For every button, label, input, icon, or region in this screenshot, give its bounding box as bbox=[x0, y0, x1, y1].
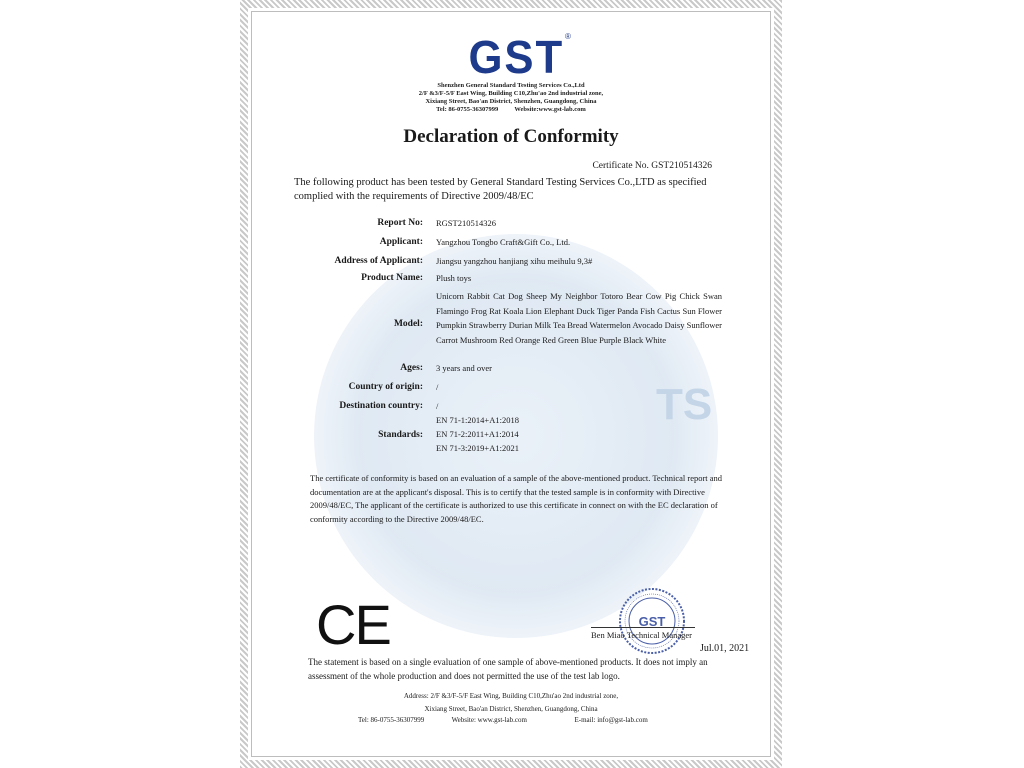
field-value: RGST210514326 bbox=[436, 218, 496, 228]
footer-contact bbox=[358, 716, 648, 724]
field-label: Report No: bbox=[377, 218, 423, 228]
field-value: / bbox=[436, 382, 439, 392]
field-value: Yangzhou Tongbo Craft&Gift Co., Ltd. bbox=[436, 237, 571, 247]
company-contact-line: Tel: 86-0755-36307999 Website:www.gst-lab.com bbox=[436, 106, 586, 113]
conformity-paragraph: The certificate of conformity is based on an evaluation of a sample of the above-mentioned product. Technical report and documentation are at the applicant's disposal. This is to certify that the tested sample is in conformity with Directive 2009/48/EC, The applicant of the certificate is authorized to use this certificate in connect on with the EC declaration of conformity according to the Directive 2009/48/EC. bbox=[310, 473, 723, 524]
standard-1: EN 71-1:2014+A1:2018 bbox=[436, 415, 519, 425]
standard-2: EN 71-2:2011+A1:2014 bbox=[436, 429, 519, 439]
field-label: Standards: bbox=[378, 430, 423, 440]
field-label: Address of Applicant: bbox=[334, 256, 423, 266]
certificate-number: Certificate No. GST210514326 bbox=[592, 161, 712, 171]
footer-email: E-mail: info@gst-lab.com bbox=[574, 716, 648, 724]
company-address-line1: 2/F &3/F-5/F East Wing, Building C10,Zhu'ao 2nd industrial zone, bbox=[418, 90, 604, 97]
field-label: Country of origin: bbox=[348, 382, 423, 392]
signature-line bbox=[591, 627, 695, 628]
field-label: Ages: bbox=[400, 363, 423, 373]
intro-text: The following product has been tested by General Standard Testing Services Co.,LTD as specified complied with the requirements of Directive 2009/48/EC bbox=[294, 177, 707, 202]
standard-3: EN 71-3:2019+A1:2021 bbox=[436, 443, 519, 453]
registered-mark: ® bbox=[565, 32, 571, 41]
field-value: / bbox=[436, 401, 439, 411]
footer-address-line1: Address: 2/F &3/F-5/F East Wing, Building C10,Zhu'ao 2nd industrial zone, bbox=[403, 692, 619, 700]
stamp-text: GST bbox=[638, 614, 666, 629]
field-label: Applicant: bbox=[379, 237, 423, 247]
gst-logo: GST bbox=[468, 31, 565, 83]
company-name: Shenzhen General Standard Testing Services Co.,Ltd bbox=[437, 82, 585, 89]
statement-text: The statement is based on a single evaluation of one sample of above-mentioned products. It does not imply an assessment of the whole production and does not permitted the use of the test lab logo. bbox=[308, 657, 708, 681]
field-value: Jiangsu yangzhou hanjiang xihu meihulu 9,3# bbox=[436, 256, 593, 266]
field-label: Destination country: bbox=[339, 401, 423, 411]
watermark-ts-mark: TS bbox=[656, 380, 713, 429]
field-value: 3 years and over bbox=[436, 363, 492, 373]
field-label: Product Name: bbox=[361, 273, 423, 283]
model-list: Unicorn Rabbit Cat Dog Sheep My Neighbor Totoro Bear Cow Pig Chick Swan Flamingo Frog Rat Koala Lion Elephant Duck Tiger Panda Fish Cactus Sun Flower Pumpkin Strawberry Durian Milk Tea Bread Watermelon Avocado Daisy Sunflower Carrot Mushroom Red Orange Red Green Blue Purple Black White bbox=[436, 291, 723, 345]
certificate-page bbox=[240, 0, 782, 768]
company-address-line2: Xixiang Street, Bao'an District, Shenzhen, Guangdong, China bbox=[425, 98, 597, 105]
signature-date: Jul.01, 2021 bbox=[700, 643, 750, 654]
footer-website: Website: www.gst-lab.com bbox=[451, 716, 527, 724]
signatory-name: Ben Miao Technical Manager bbox=[591, 630, 692, 640]
ce-mark: CE bbox=[316, 593, 390, 656]
document-title: Declaration of Conformity bbox=[403, 126, 619, 147]
field-value: Plush toys bbox=[436, 273, 472, 283]
field-label: Model: bbox=[393, 319, 423, 329]
official-stamp-icon bbox=[617, 586, 687, 656]
footer-address-line2: Xixiang Street, Bao'an District, Shenzhen, Guangdong, China bbox=[424, 705, 598, 713]
footer-tel: Tel: 86-0755-36307999 bbox=[358, 716, 425, 724]
